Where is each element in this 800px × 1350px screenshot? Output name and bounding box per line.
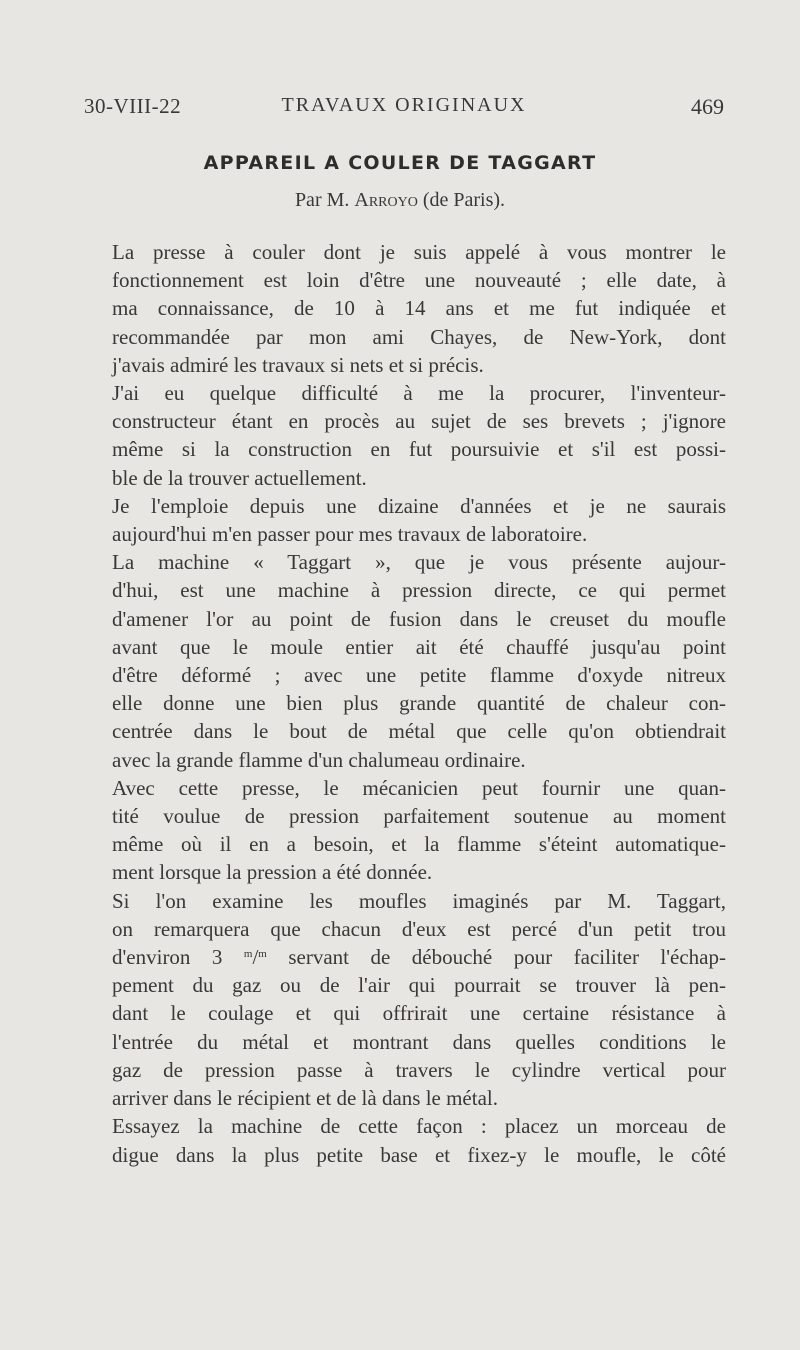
text-line: Essayez la machine de cette façon : placez un morceau de <box>112 1114 726 1139</box>
text-line: recommandée par mon ami Chayes, de New-York, dont <box>112 324 726 349</box>
text-line: ma connaissance, de 10 à 14 ans et me fut indiquée et <box>112 296 726 321</box>
text-line: dant le coulage et qui offrirait une certaine résistance à <box>112 1001 726 1026</box>
unit-superscript: m <box>243 948 253 961</box>
text-line: tité voulue de pression parfaitement soutenue au moment <box>112 804 726 829</box>
text-line: même où il en a besoin, et la flamme s'éteint automatique- <box>112 832 726 857</box>
article-byline <box>0 189 800 212</box>
paragraph <box>84 1112 726 1168</box>
text-line: La machine « Taggart », que je vous présente aujour- <box>112 550 726 575</box>
text-line: digue dans la plus petite base et fixez-y le moufle, le côté <box>112 1142 726 1167</box>
text-line: gaz de pression passe à travers le cylindre vertical pour <box>112 1057 726 1082</box>
paragraph <box>84 774 726 887</box>
text-line: d'amener l'or au point de fusion dans le creuset du moufle <box>112 606 726 631</box>
issue-date: 30-VIII-22 <box>84 94 182 118</box>
paragraph <box>84 887 726 1113</box>
running-head <box>84 94 724 124</box>
text-line: Si l'on examine les moufles imaginés par M. Taggart, <box>112 888 726 913</box>
text-line: ment lorsque la pression a été donnée. <box>112 860 433 885</box>
text-fragment: d'environ 3 <box>112 945 244 970</box>
text-line: elle donne une bien plus grande quantité de chaleur con- <box>112 691 726 716</box>
text-line: J'ai eu quelque difficulté à me la procurer, l'inventeur- <box>112 381 726 406</box>
text-fragment: servant de débouché pour faciliter l'échap- <box>266 945 726 970</box>
paragraph <box>84 379 726 492</box>
article-title: APPAREIL A COULER DE TAGGART <box>203 152 597 174</box>
byline-suffix: (de Paris). <box>417 189 506 211</box>
paragraph <box>84 492 726 548</box>
text-line: fonctionnement est loin d'être une nouveauté ; elle date, à <box>112 268 726 293</box>
byline-prefix: Par M. <box>294 189 355 211</box>
text-line: avant que le moule entier ait été chauffé jusqu'au point <box>112 634 726 659</box>
paragraph <box>84 548 726 774</box>
text-line: l'entrée du métal et montrant dans quelles conditions le <box>112 1029 726 1054</box>
page-number: 469 <box>691 94 724 119</box>
text-line: Je l'emploie depuis une dizaine d'années et je ne saurais <box>112 493 726 518</box>
text-line: La presse à couler dont je suis appelé à vous montrer le <box>112 240 726 264</box>
text-line: arriver dans le récipient et de là dans le métal. <box>112 1086 498 1111</box>
article-body <box>84 238 726 1169</box>
text-line: j'avais admiré les travaux si nets et si précis. <box>112 352 484 377</box>
text-line: même si la construction en fut poursuivie et s'il est possi- <box>112 437 726 462</box>
section-title: TRAVAUX ORIGINAUX <box>281 94 527 116</box>
text-line <box>84 943 726 971</box>
text-line: on remarquera que chacun d'eux est percé d'un petit trou <box>112 916 726 941</box>
author-name: Arroyo <box>354 189 418 211</box>
unit-slash: / <box>252 945 259 970</box>
text-line: pement du gaz ou de l'air qui pourrait se trouver là pen- <box>112 973 726 998</box>
paragraph <box>84 238 726 379</box>
text-line: aujourd'hui m'en passer pour mes travaux de laboratoire. <box>112 522 588 547</box>
unit-superscript: m <box>258 948 267 961</box>
text-line: Avec cette presse, le mécanicien peut fournir une quan- <box>112 775 726 800</box>
text-line: d'hui, est une machine à pression directe, ce qui permet <box>112 578 726 603</box>
text-line: ble de la trouver actuellement. <box>112 465 367 490</box>
text-line: centrée dans le bout de métal que celle qu'on obtiendrait <box>112 719 726 744</box>
text-line: avec la grande flamme d'un chalumeau ordinaire. <box>112 747 526 772</box>
text-line: constructeur étant en procès au sujet de ses brevets ; j'ignore <box>112 409 726 434</box>
text-line: d'être déformé ; avec une petite flamme d'oxyde nitreux <box>112 663 726 688</box>
